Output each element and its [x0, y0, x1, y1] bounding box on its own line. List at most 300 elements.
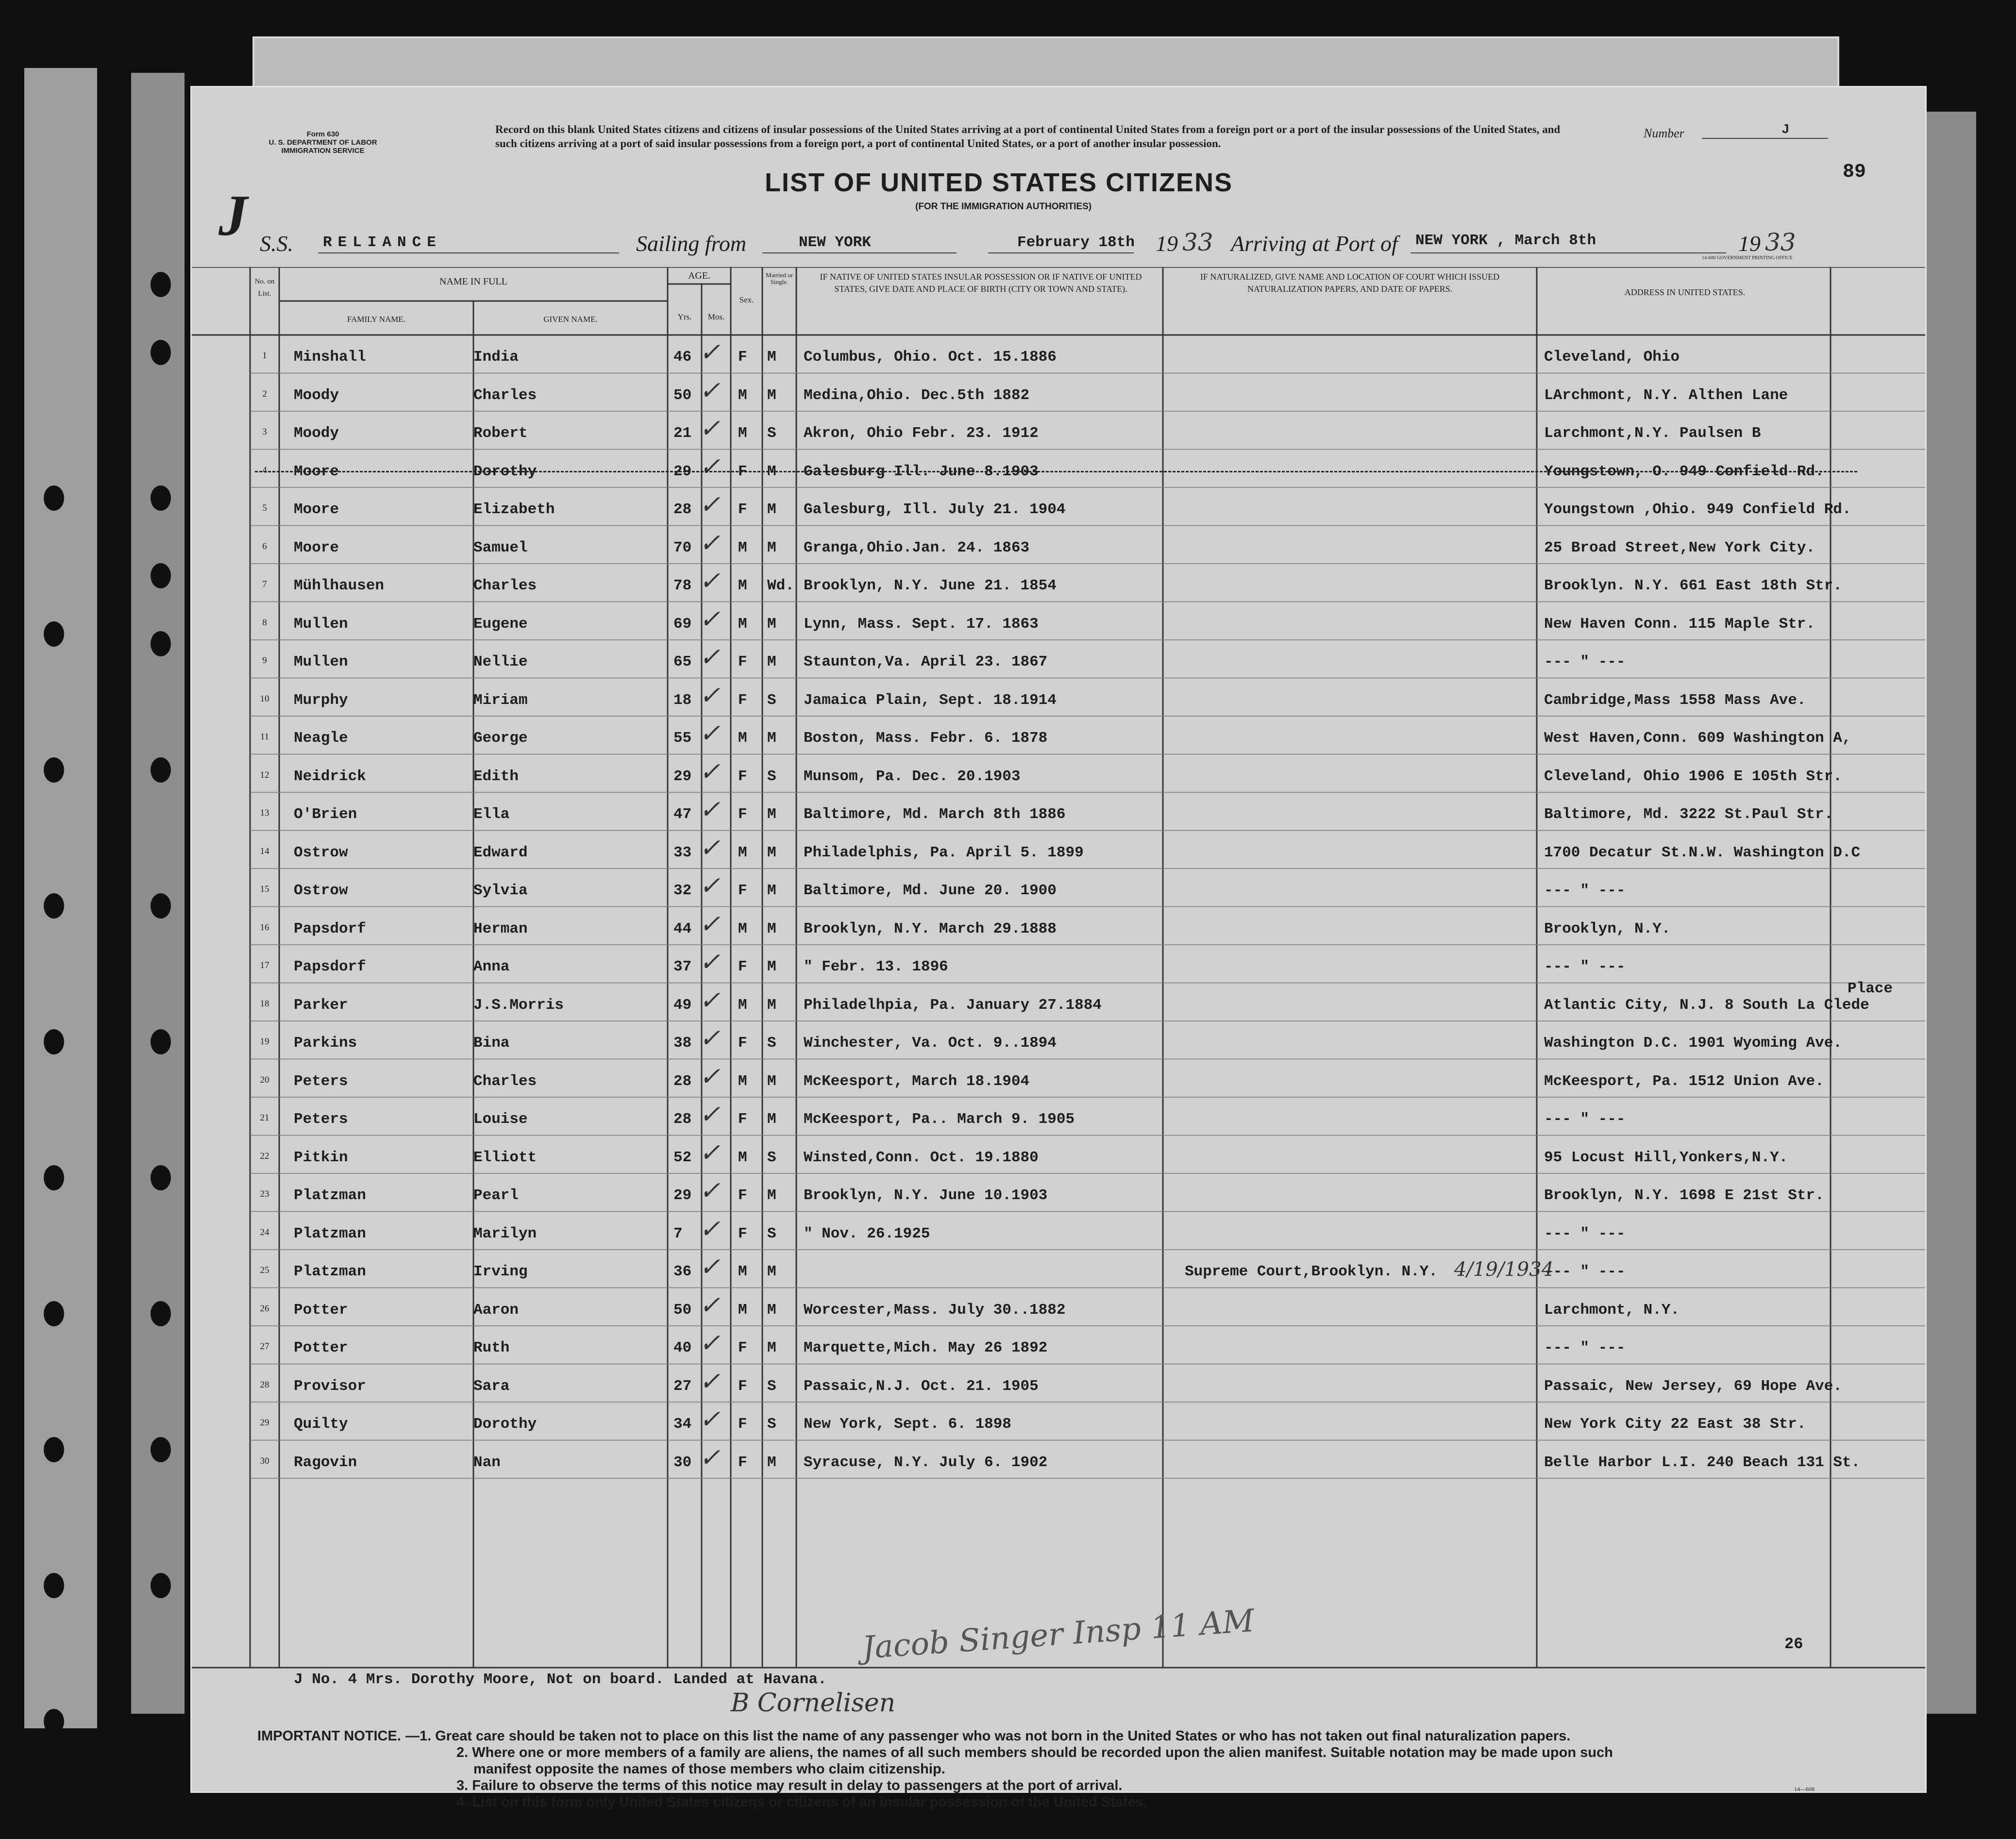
sailing-year: 33 [1182, 228, 1213, 256]
check-mark-icon: ✓ [699, 338, 721, 367]
us-address: Youngstown ,Ohio. 949 Confield Rd. [1544, 501, 1851, 518]
birth-place-date: Lynn, Mass. Sept. 17. 1863 [804, 615, 1039, 633]
arriving-year-prefix: 19 [1738, 231, 1761, 256]
family-name: Peters [294, 1072, 348, 1090]
us-address: West Haven,Conn. 609 Washington A, [1544, 730, 1851, 747]
age-years: 46 [673, 349, 692, 366]
naturalization-court: Supreme Court,Brooklyn. N.Y. [1185, 1263, 1438, 1280]
check-mark-icon: ✓ [699, 1214, 721, 1244]
header-married-single: Married or Single. [766, 271, 793, 285]
us-address: LArchmont, N.Y. Althen Lane [1544, 386, 1788, 404]
check-mark-icon: ✓ [699, 681, 721, 710]
notice-form-code: 14—608 [1794, 1786, 1814, 1792]
ship-label: S.S. [260, 231, 293, 256]
row-number: 4 [262, 465, 267, 475]
binding-hole [151, 563, 171, 588]
sex: F [738, 501, 747, 518]
arriving-underline [1411, 252, 1726, 253]
given-name: Charles [473, 1072, 537, 1090]
us-address: New Haven Conn. 115 Maple Str. [1544, 615, 1815, 633]
us-address: Atlantic City, N.J. 8 South La Clede [1544, 996, 1869, 1014]
family-name: Neidrick [294, 768, 366, 785]
check-mark-icon: ✓ [699, 1405, 721, 1434]
marital-status: S [767, 1416, 776, 1433]
marital-status: M [767, 1339, 776, 1356]
marital-status: S [767, 1149, 776, 1166]
check-mark-icon: ✓ [699, 986, 721, 1015]
header-given-name: GIVEN NAME. [543, 315, 598, 324]
sex: F [738, 768, 747, 785]
family-name: Mühlhausen [294, 577, 385, 594]
age-years: 32 [673, 882, 692, 899]
check-mark-icon: ✓ [699, 1290, 721, 1320]
us-address: Cambridge,Mass 1558 Mass Ave. [1544, 691, 1806, 709]
list-letter: J [218, 183, 248, 248]
age-years: 28 [673, 1072, 692, 1090]
age-years: 38 [673, 1035, 692, 1052]
marital-status: M [767, 615, 776, 633]
age-years: 27 [673, 1377, 692, 1395]
notice-item-2-cont: manifest opposite the names of those members who claim citizenship. [473, 1761, 945, 1777]
row-number: 26 [260, 1303, 269, 1314]
check-mark-icon: ✓ [699, 643, 721, 672]
sex: F [738, 691, 747, 709]
sex: M [738, 1149, 747, 1166]
ship-name: RELIANCE [323, 234, 442, 251]
given-name: Elizabeth [473, 501, 555, 518]
birth-place-date: Passaic,N.J. Oct. 21. 1905 [804, 1377, 1039, 1395]
department-label: U. S. DEPARTMENT OF LABOR [269, 138, 377, 147]
sex: M [738, 539, 747, 556]
row-number: 3 [262, 427, 267, 437]
naturalization-date: 4/19/1934 [1454, 1258, 1554, 1281]
sex: M [738, 1263, 747, 1280]
birth-place-date: Baltimore, Md. June 20. 1900 [804, 882, 1057, 899]
sailing-underline [762, 252, 957, 253]
age-years: 52 [673, 1149, 692, 1166]
us-address: --- " --- [1544, 1111, 1626, 1128]
family-name: Moody [294, 425, 339, 442]
binding-hole [151, 340, 171, 365]
birth-place-date: Brooklyn, N.Y. June 10.1903 [804, 1187, 1048, 1204]
table-row [192, 640, 1925, 678]
age-years: 55 [673, 730, 692, 747]
header-no: No. on List. [254, 278, 275, 298]
binding-hole [151, 1573, 171, 1598]
sex: F [738, 653, 747, 670]
row-number: 28 [260, 1379, 269, 1390]
table-row [192, 526, 1925, 564]
marital-status: M [767, 1301, 776, 1319]
birth-place-date: Brooklyn, N.Y. June 21. 1854 [804, 577, 1057, 594]
binding-hole [151, 1029, 171, 1054]
birth-place-date: Brooklyn, N.Y. March 29.1888 [804, 920, 1057, 937]
strike-through-line [255, 471, 1857, 472]
table-row [192, 1288, 1925, 1326]
age-years: 30 [673, 1454, 692, 1471]
row-number: 8 [262, 617, 267, 628]
family-name: Platzman [294, 1225, 366, 1242]
table-row [192, 1364, 1925, 1403]
sex: F [738, 1035, 747, 1052]
given-name: Pearl [473, 1187, 519, 1204]
age-years: 7 [673, 1225, 683, 1242]
marital-status: M [767, 463, 776, 480]
family-name: Parker [294, 996, 348, 1014]
us-address: Brooklyn, N.Y. [1544, 920, 1671, 937]
row-number: 2 [262, 388, 267, 399]
remark-note: J No. 4 Mrs. Dorothy Moore, Not on board. Landed at Havana. [294, 1671, 827, 1688]
check-mark-icon: ✓ [699, 490, 721, 519]
marital-status: M [767, 1263, 776, 1280]
birth-place-date: Philadelphis, Pa. April 5. 1899 [804, 844, 1084, 861]
preamble-text: Record on this blank United States citizens and citizens of insular possessions of the United States arriving at a port of continental United States from a foreign port or a port of the insular possessions of the United States, and such citizens arriving at a port of said insular possessions from a foreign port, a port of continental United States, or a port of another insular possession. [495, 123, 1561, 150]
marital-status: M [767, 1454, 776, 1471]
table-row [192, 450, 1925, 488]
table-row [192, 831, 1925, 869]
table-row [192, 945, 1925, 983]
header-address: ADDRESS IN UNITED STATES. [1624, 287, 1746, 297]
table-row [192, 335, 1925, 373]
binding-hole [44, 1165, 64, 1190]
check-mark-icon: ✓ [699, 452, 721, 482]
given-name: Anna [473, 958, 510, 975]
table-row [192, 373, 1925, 412]
marital-status: M [767, 1072, 776, 1090]
notice-item-1: —1. Great care should be taken not to place on this list the name of any passenger who was not born in the United States or who has not taken out final naturalization papers. [405, 1728, 1571, 1744]
us-address: Larchmont, N.Y. [1544, 1301, 1680, 1319]
given-name: Samuel [473, 539, 528, 556]
us-address: Belle Harbor L.I. 240 Beach 131 St. [1544, 1454, 1861, 1471]
given-name: Nan [473, 1454, 501, 1471]
check-mark-icon: ✓ [699, 376, 721, 405]
number-label: Number [1644, 126, 1684, 140]
family-name: Moore [294, 539, 339, 556]
marital-status: S [767, 1035, 776, 1052]
binding-hole [151, 1165, 171, 1190]
address-note: Place [1848, 980, 1893, 997]
binding-hole [44, 1029, 64, 1054]
check-mark-icon: ✓ [699, 833, 721, 863]
family-name: Murphy [294, 691, 348, 709]
marital-status: M [767, 539, 776, 556]
birth-place-date: Galesburg Ill. June 8.1903 [804, 463, 1039, 480]
sex: M [738, 730, 747, 747]
total-count: 26 [1784, 1635, 1803, 1653]
us-address: Brooklyn. N.Y. 661 East 18th Str. [1544, 577, 1842, 594]
sex: F [738, 349, 747, 366]
birth-place-date: Marquette,Mich. May 26 1892 [804, 1339, 1048, 1356]
given-name: J.S.Morris [473, 996, 564, 1014]
binding-hole [151, 1301, 171, 1326]
age-years: 40 [673, 1339, 692, 1356]
family-name: Minshall [294, 349, 366, 366]
row-number: 14 [260, 846, 269, 856]
check-mark-icon: ✓ [699, 757, 721, 786]
birth-place-date: Granga,Ohio.Jan. 24. 1863 [804, 539, 1030, 556]
marital-status: M [767, 349, 776, 366]
family-name: Ostrow [294, 844, 348, 861]
birth-place-date: Medina,Ohio. Dec.5th 1882 [804, 386, 1030, 404]
birth-place-date: McKeesport, Pa.. March 9. 1905 [804, 1111, 1075, 1128]
notice-item-2: 2. Where one or more members of a family are aliens, the names of all such members should be recorded upon the alien manifest. Suitable notation may be made upon such [456, 1745, 1613, 1760]
sailing-date: February 18th [1017, 234, 1135, 251]
sex: M [738, 1072, 747, 1090]
birth-place-date: Galesburg, Ill. July 21. 1904 [804, 501, 1066, 518]
given-name: Miriam [473, 691, 528, 709]
check-mark-icon: ✓ [699, 604, 721, 634]
sailing-label: Sailing from [636, 231, 747, 256]
binding-hole [44, 1709, 64, 1734]
given-name: Dorothy [473, 1416, 537, 1433]
binding-hole [151, 893, 171, 919]
binding-hole [44, 893, 64, 919]
row-number: 19 [260, 1037, 269, 1047]
us-address: Cleveland, Ohio [1544, 349, 1680, 366]
sex: F [738, 1339, 747, 1356]
marital-status: M [767, 386, 776, 404]
given-name: Ella [473, 806, 510, 823]
age-years: 37 [673, 958, 692, 975]
binding-hole [44, 1573, 64, 1598]
notice-heading: IMPORTANT NOTICE. [257, 1728, 401, 1744]
family-name: Neagle [294, 730, 348, 747]
binding-hole [151, 757, 171, 783]
family-name: Ostrow [294, 882, 348, 899]
row-number: 29 [260, 1418, 269, 1428]
sex: F [738, 1416, 747, 1433]
binding-hole [151, 485, 171, 511]
family-name: Peters [294, 1111, 348, 1128]
given-name: Robert [473, 425, 528, 442]
birth-place-date: Baltimore, Md. March 8th 1886 [804, 806, 1066, 823]
header-yrs: Yrs. [677, 312, 692, 321]
marital-status: S [767, 691, 776, 709]
marital-status: S [767, 1377, 776, 1395]
row-number: 23 [260, 1189, 269, 1199]
check-mark-icon: ✓ [699, 1100, 721, 1129]
row-number: 11 [260, 732, 269, 742]
birth-place-date: Philadelhpia, Pa. January 27.1884 [804, 996, 1102, 1014]
age-years: 29 [673, 1187, 692, 1204]
row-number: 20 [260, 1074, 269, 1085]
given-name: Bina [473, 1035, 510, 1052]
age-years: 47 [673, 806, 692, 823]
given-name: Marilyn [473, 1225, 537, 1242]
age-years: 50 [673, 386, 692, 404]
table-row [192, 487, 1925, 526]
table-row [192, 907, 1925, 945]
check-mark-icon: ✓ [699, 909, 721, 939]
table-row [192, 1326, 1925, 1364]
family-name: Moore [294, 501, 339, 518]
given-name: Irving [473, 1263, 528, 1280]
given-name: Eugene [473, 615, 528, 633]
age-years: 65 [673, 653, 692, 670]
family-name: Provisor [294, 1377, 366, 1395]
row-number: 25 [260, 1265, 269, 1275]
given-name: Edward [473, 844, 528, 861]
form-id-block [250, 130, 396, 155]
row-number: 15 [260, 884, 269, 894]
us-address: --- " --- [1544, 958, 1626, 975]
sex: M [738, 844, 747, 861]
given-name: Dorothy [473, 463, 537, 480]
check-mark-icon: ✓ [699, 1253, 721, 1282]
check-mark-icon: ✓ [699, 948, 721, 977]
row-number: 13 [260, 808, 269, 818]
sex: M [738, 577, 747, 594]
table-row [192, 1059, 1925, 1098]
row-number: 30 [260, 1455, 269, 1466]
check-mark-icon: ✓ [699, 719, 721, 748]
sex: F [738, 1454, 747, 1471]
check-mark-icon: ✓ [699, 1062, 721, 1091]
row-number: 6 [262, 541, 267, 552]
birth-place-date: " Febr. 13. 1896 [804, 958, 948, 975]
sex: M [738, 1301, 747, 1319]
check-mark-icon: ✓ [699, 1024, 721, 1053]
family-name: Pitkin [294, 1149, 348, 1166]
page-subtitle: (FOR THE IMMIGRATION AUTHORITIES) [915, 201, 1092, 212]
sex: F [738, 463, 747, 480]
sailing-port: NEW YORK [799, 234, 871, 251]
given-name: Ruth [473, 1339, 510, 1356]
marital-status: M [767, 1111, 776, 1128]
sex: F [738, 1225, 747, 1242]
age-years: 69 [673, 615, 692, 633]
given-name: Sara [473, 1377, 510, 1395]
check-mark-icon: ✓ [699, 567, 721, 596]
arriving-label: Arriving at Port of [1231, 231, 1398, 256]
marital-status: M [767, 844, 776, 861]
manifest-page [192, 87, 1925, 1810]
row-number: 1 [262, 351, 267, 361]
given-name: Aaron [473, 1301, 519, 1319]
sex: F [738, 1377, 747, 1395]
row-number: 18 [260, 998, 269, 1009]
age-years: 33 [673, 844, 692, 861]
given-name: Charles [473, 577, 537, 594]
marital-status: M [767, 920, 776, 937]
given-name: Edith [473, 768, 519, 785]
family-name: Papsdorf [294, 920, 366, 937]
sex: M [738, 425, 747, 442]
manifest-table [192, 267, 1925, 1777]
row-number: 5 [262, 503, 267, 513]
table-row [192, 1212, 1925, 1250]
table-row [192, 980, 1925, 1021]
given-name: Nellie [473, 653, 528, 670]
arriving-year: 33 [1765, 228, 1796, 256]
check-mark-icon: ✓ [699, 1138, 721, 1168]
row-number: 12 [260, 769, 269, 780]
age-years: 44 [673, 920, 692, 937]
service-label: IMMIGRATION SERVICE [281, 147, 365, 155]
age-years: 49 [673, 996, 692, 1014]
sex: F [738, 1187, 747, 1204]
us-address: Youngstown, O. 949 Confield Rd. [1544, 463, 1824, 480]
family-name: Moody [294, 386, 339, 404]
table-row [192, 869, 1925, 907]
binding-hole [44, 1437, 64, 1462]
row-number: 27 [260, 1341, 269, 1352]
age-years: 29 [673, 768, 692, 785]
birth-place-date: Akron, Ohio Febr. 23. 1912 [804, 425, 1039, 442]
table-row [192, 792, 1925, 831]
row-number: 16 [260, 922, 269, 933]
binding-hole [44, 485, 64, 511]
printer-line: 14-600 GOVERNMENT PRINTING OFFICE [1702, 255, 1793, 261]
check-mark-icon: ✓ [699, 871, 721, 901]
us-address: 25 Broad Street,New York City. [1544, 539, 1815, 556]
row-number: 21 [260, 1113, 269, 1123]
family-name: Papsdorf [294, 958, 366, 975]
row-number: 22 [260, 1151, 269, 1161]
remark-signature: B Cornelisen [731, 1689, 896, 1718]
marital-status: S [767, 425, 776, 442]
us-address: 95 Locust Hill,Yonkers,N.Y. [1544, 1149, 1788, 1166]
date-underline [988, 252, 1134, 253]
us-address: New York City 22 East 38 Str. [1544, 1416, 1806, 1433]
table-row [192, 1250, 1925, 1288]
birth-place-date: New York, Sept. 6. 1898 [804, 1416, 1011, 1433]
table-row [192, 754, 1925, 793]
marital-status: Wd. [767, 577, 794, 594]
header-sex: Sex. [739, 295, 754, 304]
birth-place-date: Jamaica Plain, Sept. 18.1914 [804, 691, 1057, 709]
binding-hole [44, 1301, 64, 1326]
family-name: Moore [294, 463, 339, 480]
family-name: Parkins [294, 1035, 357, 1052]
binding-hole [44, 621, 64, 647]
marital-status: M [767, 653, 776, 670]
marital-status: M [767, 730, 776, 747]
sex: F [738, 958, 747, 975]
form-number: Form 630 [306, 130, 339, 138]
marital-status: M [767, 882, 776, 899]
us-address: --- " --- [1544, 653, 1626, 670]
sailing-year-prefix: 19 [1156, 231, 1178, 256]
table-row [192, 1136, 1925, 1174]
family-name: Potter [294, 1301, 348, 1319]
sex: F [738, 806, 747, 823]
marital-status: M [767, 958, 776, 975]
given-name: Louise [473, 1111, 528, 1128]
us-address: McKeesport, Pa. 1512 Union Ave. [1544, 1072, 1824, 1090]
age-years: 18 [673, 691, 692, 709]
given-name: Sylvia [473, 882, 528, 899]
row-number: 24 [260, 1227, 269, 1237]
age-years: 50 [673, 1301, 692, 1319]
age-years: 70 [673, 539, 692, 556]
marital-status: S [767, 1225, 776, 1242]
sex: M [738, 996, 747, 1014]
table-row [192, 1021, 1925, 1059]
row-number: 17 [260, 960, 269, 970]
table-row [192, 411, 1925, 450]
age-years: 28 [673, 1111, 692, 1128]
us-address: Passaic, New Jersey, 69 Hope Ave. [1544, 1377, 1842, 1395]
inspector-signature: Jacob Singer Insp 11 AM [861, 1603, 1256, 1667]
number-value: J [1782, 121, 1789, 136]
birth-place-date: McKeesport, March 18.1904 [804, 1072, 1030, 1090]
header-mos: Mos. [707, 312, 725, 321]
check-mark-icon: ✓ [699, 414, 721, 443]
row-number: 10 [260, 693, 269, 704]
check-mark-icon: ✓ [699, 1176, 721, 1205]
check-mark-icon: ✓ [699, 528, 721, 558]
